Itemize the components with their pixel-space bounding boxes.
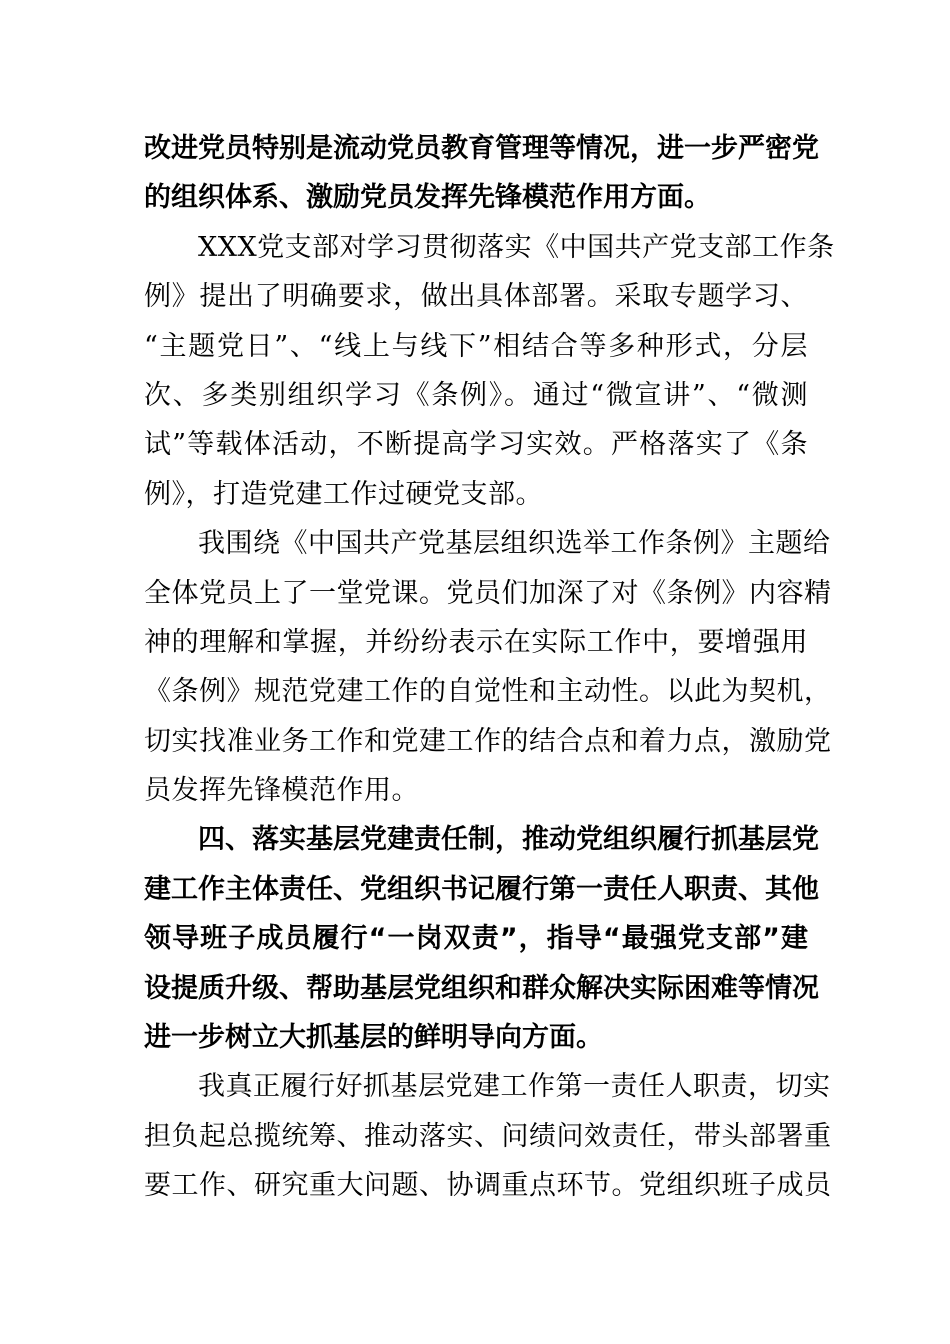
text-line: 设提质升级、帮助基层党组织和群众解决实际困难等情况 xyxy=(144,972,819,1004)
document-body xyxy=(144,124,835,1211)
text-line: 领导班子成员履行“一岗双责”，指导“最强党支部”建 xyxy=(144,923,808,955)
text-line: 要工作、研究重大问题、协调重点环节。党组织班子成员 xyxy=(144,1170,832,1202)
text-line: 例》，打造党建工作过硬党支部。 xyxy=(144,478,543,510)
text-line: XXX党支部对学习贯彻落实《中国共产党支部工作条 xyxy=(198,231,835,263)
text-line: 试”等载体活动，不断提高学习实效。严格落实了《条 xyxy=(144,429,808,461)
body-paragraph xyxy=(144,519,832,815)
section-heading-paragraph xyxy=(144,124,819,223)
text-line: 四、落实基层党建责任制，推动党组织履行抓基层党 xyxy=(198,824,819,856)
text-line: 进一步树立大抓基层的鲜明导向方面。 xyxy=(144,1022,603,1054)
text-line: 次、多类别组织学习《条例》。通过“微宣讲”、“微测 xyxy=(144,379,808,411)
body-paragraph xyxy=(144,223,835,519)
text-line: 例》提出了明确要求，做出具体部署。采取专题学习、 xyxy=(144,281,808,313)
text-line: 我真正履行好抓基层党建工作第一责任人职责，切实 xyxy=(198,1071,831,1103)
section-heading-paragraph xyxy=(144,815,819,1062)
text-line: 建工作主体责任、党组织书记履行第一责任人职责、其他 xyxy=(144,873,819,905)
text-line: 的组织体系、激励党员发挥先锋模范作用方面。 xyxy=(144,182,711,214)
text-line: 《条例》规范党建工作的自觉性和主动性。以此为契机， xyxy=(144,676,832,708)
text-line: 员发挥先锋模范作用。 xyxy=(144,775,419,807)
body-paragraph xyxy=(144,1062,832,1210)
text-line: 神的理解和掌握，并纷纷表示在实际工作中，要增强用 xyxy=(144,626,808,658)
text-line: 我围绕《中国共产党基层组织选举工作条例》主题给 xyxy=(198,528,831,560)
text-line: 改进党员特别是流动党员教育管理等情况，进一步严密党 xyxy=(144,133,819,164)
text-line: 切实找准业务工作和党建工作的结合点和着力点，激励党 xyxy=(144,725,832,757)
text-line: 担负起总揽统筹、推动落实、问绩问效责任，带头部署重 xyxy=(144,1120,832,1152)
text-line: 全体党员上了一堂党课。党员们加深了对《条例》内容精 xyxy=(144,577,832,609)
text-line: “主题党日”、“线上与线下”相结合等多种形式，分层 xyxy=(144,330,808,362)
